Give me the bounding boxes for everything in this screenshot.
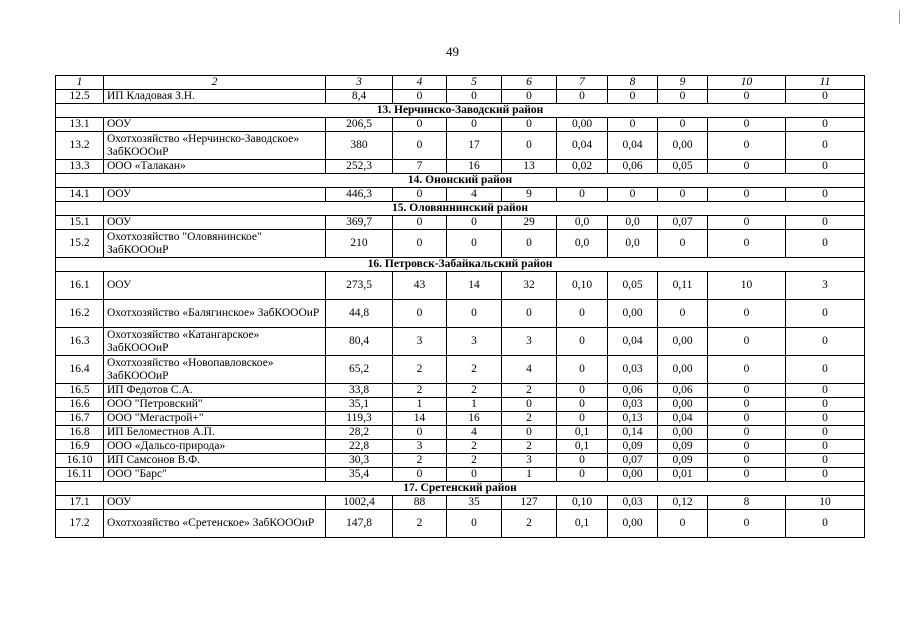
entity-name-cell: ООУ (104, 496, 326, 510)
value-cell: 0 (557, 300, 608, 328)
value-cell: 0,00 (608, 468, 658, 482)
value-cell: 0 (557, 412, 608, 426)
value-cell: 0 (708, 300, 786, 328)
header-cell: 1 (56, 76, 104, 90)
value-cell: 0 (608, 90, 658, 104)
value-cell: 0 (708, 90, 786, 104)
row-number-cell: 15.1 (56, 216, 104, 230)
value-cell: 446,3 (326, 188, 393, 202)
section-title: 17. Сретенский район (56, 482, 865, 496)
table-row (56, 454, 865, 468)
value-cell: 0 (786, 328, 865, 356)
entity-name-cell: ООО "Мегастрой+" (104, 412, 326, 426)
value-cell: 0 (786, 426, 865, 440)
entity-name-cell: Охотхозяйство "Оловянинское" ЗабКОООиР (104, 230, 326, 258)
value-cell: 0 (393, 300, 447, 328)
value-cell: 0 (393, 118, 447, 132)
row-number-cell: 16.9 (56, 440, 104, 454)
table-row (56, 132, 865, 160)
header-cell: 6 (502, 76, 557, 90)
entity-name-cell: ООУ (104, 272, 326, 300)
value-cell: 0 (708, 160, 786, 174)
table-row (56, 272, 865, 300)
value-cell: 380 (326, 132, 393, 160)
table-row (56, 426, 865, 440)
value-cell: 0 (502, 90, 557, 104)
header-cell: 9 (658, 76, 708, 90)
value-cell: 0 (393, 426, 447, 440)
value-cell: 0,06 (658, 384, 708, 398)
value-cell: 8,4 (326, 90, 393, 104)
entity-name-cell: ИП Беломестнов А.П. (104, 426, 326, 440)
value-cell: 0,12 (658, 496, 708, 510)
entity-name-cell: ИП Самсонов В.Ф. (104, 454, 326, 468)
table-row (56, 230, 865, 258)
value-cell: 16 (447, 160, 502, 174)
value-cell: 0 (502, 118, 557, 132)
header-cell: 8 (608, 76, 658, 90)
value-cell: 2 (393, 356, 447, 384)
value-cell: 0,00 (658, 426, 708, 440)
header-cell: 2 (104, 76, 326, 90)
value-cell: 17 (447, 132, 502, 160)
value-cell: 0,03 (608, 356, 658, 384)
table-row (56, 216, 865, 230)
value-cell: 0,0 (557, 216, 608, 230)
value-cell: 0 (786, 188, 865, 202)
value-cell: 0 (557, 398, 608, 412)
entity-name-cell: ИП Федотов С.А. (104, 384, 326, 398)
value-cell: 0,0 (608, 216, 658, 230)
value-cell: 0 (557, 328, 608, 356)
value-cell: 35,1 (326, 398, 393, 412)
table-row (56, 188, 865, 202)
value-cell: 14 (393, 412, 447, 426)
value-cell: 4 (447, 426, 502, 440)
value-cell: 0 (786, 384, 865, 398)
value-cell: 0,02 (557, 160, 608, 174)
value-cell: 273,5 (326, 272, 393, 300)
row-number-cell: 16.2 (56, 300, 104, 328)
value-cell: 0 (557, 384, 608, 398)
value-cell: 0 (393, 188, 447, 202)
row-number-cell: 16.11 (56, 468, 104, 482)
value-cell: 0 (658, 90, 708, 104)
value-cell: 0 (708, 398, 786, 412)
value-cell: 28,2 (326, 426, 393, 440)
value-cell: 43 (393, 272, 447, 300)
value-cell: 0 (708, 118, 786, 132)
section-title: 13. Нерчинско-Заводский район (56, 104, 865, 118)
value-cell: 0 (608, 118, 658, 132)
row-number-cell: 14.1 (56, 188, 104, 202)
row-number-cell: 13.2 (56, 132, 104, 160)
value-cell: 0,03 (608, 496, 658, 510)
entity-name-cell: Охотхозяйство «Новопавловское» ЗабКОООиР (104, 356, 326, 384)
row-number-cell: 17.1 (56, 496, 104, 510)
header-cell: 4 (393, 76, 447, 90)
value-cell: 0 (708, 188, 786, 202)
header-cell: 10 (708, 76, 786, 90)
value-cell: 0 (786, 356, 865, 384)
value-cell: 0 (708, 468, 786, 482)
value-cell: 0 (658, 230, 708, 258)
entity-name-cell: ООО "Барс" (104, 468, 326, 482)
value-cell: 0,00 (557, 118, 608, 132)
row-number-cell: 15.2 (56, 230, 104, 258)
value-cell: 2 (447, 384, 502, 398)
row-number-cell: 16.1 (56, 272, 104, 300)
value-cell: 0 (786, 216, 865, 230)
value-cell: 0 (786, 230, 865, 258)
value-cell: 2 (502, 510, 557, 538)
header-row (56, 76, 865, 90)
table-row (56, 510, 865, 538)
entity-name-cell: Охотхозяйство «Сретенское» ЗабКОООиР (104, 510, 326, 538)
value-cell: 206,5 (326, 118, 393, 132)
value-cell: 369,7 (326, 216, 393, 230)
entity-name-cell: ИП Кладовая З.Н. (104, 90, 326, 104)
value-cell: 10 (708, 272, 786, 300)
value-cell: 0 (786, 468, 865, 482)
value-cell: 0 (786, 118, 865, 132)
table-row (56, 412, 865, 426)
value-cell: 0 (658, 188, 708, 202)
row-number-cell: 13.3 (56, 160, 104, 174)
value-cell: 0 (447, 510, 502, 538)
value-cell: 0 (708, 132, 786, 160)
value-cell: 0,04 (608, 328, 658, 356)
value-cell: 0 (557, 90, 608, 104)
value-cell: 2 (393, 510, 447, 538)
value-cell: 0 (708, 356, 786, 384)
data-table (55, 75, 865, 538)
value-cell: 2 (502, 412, 557, 426)
page-edge-mark (899, 10, 900, 24)
value-cell: 0 (786, 132, 865, 160)
value-cell: 0,01 (658, 468, 708, 482)
value-cell: 0,04 (608, 132, 658, 160)
value-cell: 0 (393, 90, 447, 104)
value-cell: 0,1 (557, 440, 608, 454)
table-row (56, 160, 865, 174)
section-row (56, 258, 865, 272)
value-cell: 0,07 (658, 216, 708, 230)
value-cell: 33,8 (326, 384, 393, 398)
value-cell: 2 (447, 454, 502, 468)
entity-name-cell: ООУ (104, 188, 326, 202)
value-cell: 32 (502, 272, 557, 300)
value-cell: 0,00 (658, 328, 708, 356)
value-cell: 4 (447, 188, 502, 202)
entity-name-cell: ООУ (104, 216, 326, 230)
row-number-cell: 16.6 (56, 398, 104, 412)
value-cell: 65,2 (326, 356, 393, 384)
value-cell: 0,10 (557, 496, 608, 510)
value-cell: 0 (447, 118, 502, 132)
value-cell: 1002,4 (326, 496, 393, 510)
value-cell: 44,8 (326, 300, 393, 328)
value-cell: 0 (608, 188, 658, 202)
value-cell: 3 (502, 454, 557, 468)
value-cell: 0,10 (557, 272, 608, 300)
value-cell: 22,8 (326, 440, 393, 454)
value-cell: 0 (786, 510, 865, 538)
value-cell: 0 (502, 132, 557, 160)
value-cell: 2 (393, 384, 447, 398)
value-cell: 30,3 (326, 454, 393, 468)
value-cell: 0 (557, 356, 608, 384)
value-cell: 3 (393, 328, 447, 356)
table-row (56, 398, 865, 412)
page-number: 49 (446, 44, 459, 59)
table-row (56, 118, 865, 132)
row-number-cell: 16.5 (56, 384, 104, 398)
value-cell: 0 (393, 216, 447, 230)
value-cell: 0 (786, 454, 865, 468)
row-number-cell: 16.10 (56, 454, 104, 468)
value-cell: 147,8 (326, 510, 393, 538)
row-number-cell: 13.1 (56, 118, 104, 132)
table-row (56, 300, 865, 328)
value-cell: 9 (502, 188, 557, 202)
table-row (56, 384, 865, 398)
value-cell: 16 (447, 412, 502, 426)
value-cell: 2 (447, 356, 502, 384)
value-cell: 0 (708, 454, 786, 468)
value-cell: 10 (786, 496, 865, 510)
entity-name-cell: ООО «Дальсо-природа» (104, 440, 326, 454)
entity-name-cell: ООО "Петровский" (104, 398, 326, 412)
row-number-cell: 16.4 (56, 356, 104, 384)
header-cell: 3 (326, 76, 393, 90)
section-title: 14. Ононский район (56, 174, 865, 188)
value-cell: 0 (708, 412, 786, 426)
row-number-cell: 17.2 (56, 510, 104, 538)
value-cell: 0 (447, 216, 502, 230)
value-cell: 0,0 (608, 230, 658, 258)
row-number-cell: 16.7 (56, 412, 104, 426)
entity-name-cell: Охотхозяйство «Нерчинско-Заводское» ЗабКОООиР (104, 132, 326, 160)
value-cell: 80,4 (326, 328, 393, 356)
row-number-cell: 12.5 (56, 90, 104, 104)
value-cell: 0 (786, 412, 865, 426)
value-cell: 0,0 (557, 230, 608, 258)
value-cell: 0,04 (658, 412, 708, 426)
value-cell: 210 (326, 230, 393, 258)
table-row (56, 356, 865, 384)
value-cell: 29 (502, 216, 557, 230)
value-cell: 0,00 (658, 356, 708, 384)
value-cell: 0,00 (608, 300, 658, 328)
value-cell: 0,1 (557, 426, 608, 440)
value-cell: 0,14 (608, 426, 658, 440)
header-cell: 7 (557, 76, 608, 90)
value-cell: 3 (502, 328, 557, 356)
value-cell: 0 (708, 328, 786, 356)
value-cell: 0,13 (608, 412, 658, 426)
section-row (56, 174, 865, 188)
value-cell: 0,03 (608, 398, 658, 412)
value-cell: 3 (786, 272, 865, 300)
value-cell: 4 (502, 356, 557, 384)
value-cell: 0 (658, 300, 708, 328)
value-cell: 0 (447, 468, 502, 482)
value-cell: 0 (786, 398, 865, 412)
value-cell: 0 (502, 230, 557, 258)
value-cell: 35,4 (326, 468, 393, 482)
value-cell: 0,00 (658, 132, 708, 160)
value-cell: 0 (708, 510, 786, 538)
value-cell: 0 (557, 468, 608, 482)
header-cell: 11 (786, 76, 865, 90)
value-cell: 14 (447, 272, 502, 300)
value-cell: 1 (447, 398, 502, 412)
table-row (56, 440, 865, 454)
table-row (56, 90, 865, 104)
entity-name-cell: ООУ (104, 118, 326, 132)
value-cell: 0 (658, 510, 708, 538)
value-cell: 0 (393, 230, 447, 258)
value-cell: 0,06 (608, 160, 658, 174)
value-cell: 0,09 (608, 440, 658, 454)
entity-name-cell: ООО «Талакан» (104, 160, 326, 174)
table-row (56, 496, 865, 510)
table-row (56, 328, 865, 356)
section-row (56, 202, 865, 216)
value-cell: 0 (557, 188, 608, 202)
value-cell: 0 (393, 468, 447, 482)
value-cell: 2 (502, 440, 557, 454)
table-row (56, 468, 865, 482)
value-cell: 0,06 (608, 384, 658, 398)
value-cell: 3 (447, 328, 502, 356)
value-cell: 0 (447, 90, 502, 104)
value-cell: 0,04 (557, 132, 608, 160)
value-cell: 0 (786, 90, 865, 104)
value-cell: 0 (708, 230, 786, 258)
value-cell: 0 (708, 384, 786, 398)
value-cell: 0 (708, 426, 786, 440)
value-cell: 0 (502, 426, 557, 440)
section-row (56, 482, 865, 496)
value-cell: 0,05 (608, 272, 658, 300)
value-cell: 0 (786, 440, 865, 454)
section-title: 16. Петровск-Забайкальский район (56, 258, 865, 272)
value-cell: 35 (447, 496, 502, 510)
value-cell: 0,09 (658, 440, 708, 454)
value-cell: 119,3 (326, 412, 393, 426)
value-cell: 0 (786, 160, 865, 174)
value-cell: 8 (708, 496, 786, 510)
value-cell: 13 (502, 160, 557, 174)
value-cell: 127 (502, 496, 557, 510)
value-cell: 88 (393, 496, 447, 510)
entity-name-cell: Охотхозяйство «Катангарское» ЗабКОООиР (104, 328, 326, 356)
value-cell: 0 (447, 300, 502, 328)
value-cell: 252,3 (326, 160, 393, 174)
value-cell: 0 (708, 440, 786, 454)
header-cell: 5 (447, 76, 502, 90)
value-cell: 0 (393, 132, 447, 160)
value-cell: 0,1 (557, 510, 608, 538)
value-cell: 2 (447, 440, 502, 454)
value-cell: 7 (393, 160, 447, 174)
value-cell: 1 (502, 468, 557, 482)
row-number-cell: 16.8 (56, 426, 104, 440)
value-cell: 0,05 (658, 160, 708, 174)
value-cell: 0,00 (658, 398, 708, 412)
entity-name-cell: Охотхозяйство «Балягинское» ЗабКОООиР (104, 300, 326, 328)
value-cell: 2 (393, 454, 447, 468)
value-cell: 0 (786, 300, 865, 328)
value-cell: 1 (393, 398, 447, 412)
value-cell: 0 (658, 118, 708, 132)
value-cell: 3 (393, 440, 447, 454)
value-cell: 0 (557, 454, 608, 468)
value-cell: 2 (502, 384, 557, 398)
value-cell: 0 (447, 230, 502, 258)
value-cell: 0,07 (608, 454, 658, 468)
section-row (56, 104, 865, 118)
value-cell: 0,00 (608, 510, 658, 538)
value-cell: 0,09 (658, 454, 708, 468)
value-cell: 0 (502, 398, 557, 412)
value-cell: 0 (708, 216, 786, 230)
row-number-cell: 16.3 (56, 328, 104, 356)
section-title: 15. Оловяннинский район (56, 202, 865, 216)
value-cell: 0 (502, 300, 557, 328)
value-cell: 0,11 (658, 272, 708, 300)
